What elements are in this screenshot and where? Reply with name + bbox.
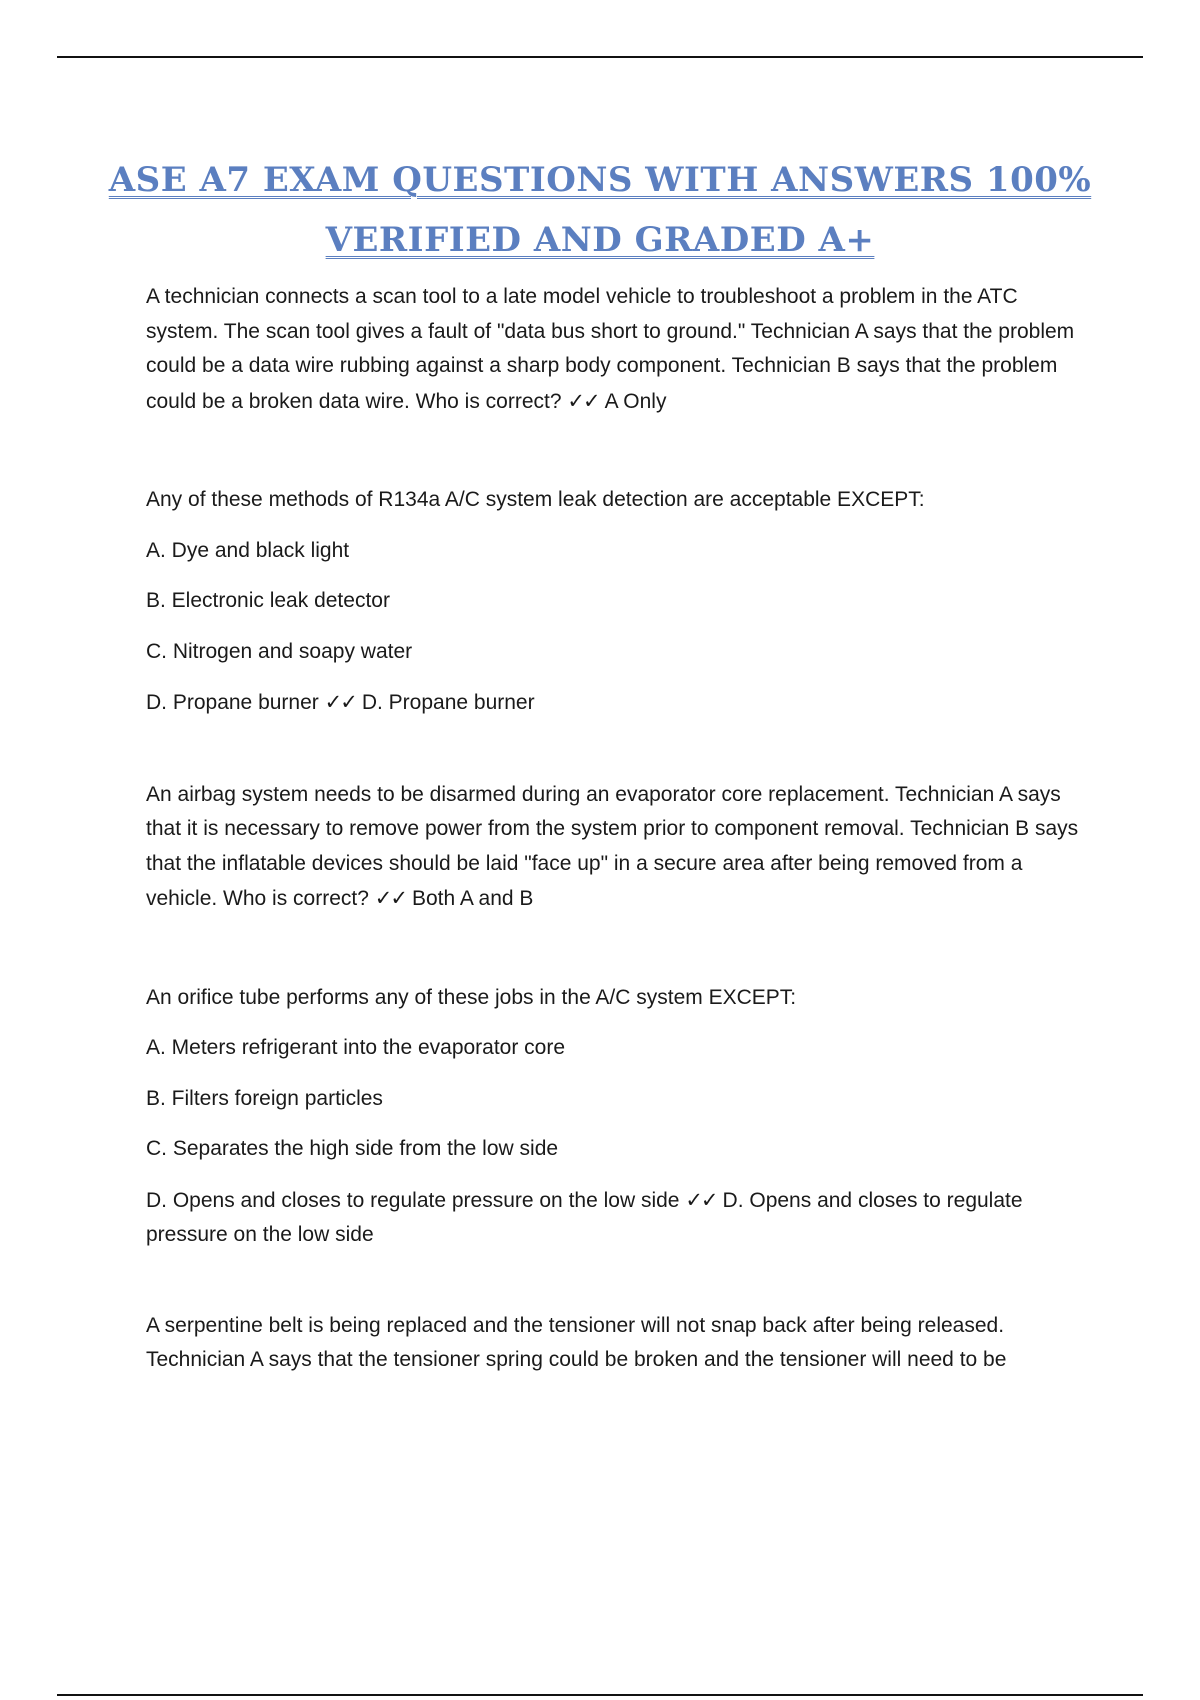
question-4-option-b: B. Filters foreign particles xyxy=(146,1086,383,1110)
question-2-option-a: A. Dye and black light xyxy=(146,538,350,562)
question-2-option-c: C. Nitrogen and soapy water xyxy=(146,639,413,663)
check-icon: ✓✓ xyxy=(324,690,356,714)
bottom-rule xyxy=(57,1694,1143,1696)
check-icon: ✓✓ xyxy=(685,1187,717,1212)
document-title xyxy=(0,150,1200,270)
question-2-answer: D. Propane burner xyxy=(361,691,535,714)
question-3 xyxy=(146,778,1086,917)
question-4-option-d-text: D. Opens and closes to regulate pressure on the low side xyxy=(146,1188,680,1212)
spacer xyxy=(146,917,1086,973)
question-4-answer: D. Opens and closes to regulate pressure on the low side xyxy=(146,1188,1023,1246)
question-3-answer: Both A and B xyxy=(411,887,534,910)
question-4-option-a: A. Meters refrigerant into the evaporator core xyxy=(146,1036,566,1059)
spacer xyxy=(146,419,1086,475)
top-rule xyxy=(57,56,1143,58)
check-icon: ✓✓ xyxy=(567,388,599,413)
question-3-text: An airbag system needs to be disarmed during an evaporator core replacement. Technician A says that it is necessary to remove power from the system prior to component removal. Technician B says that the inflatable devices should be laid "face up" in a secure area after being removed from a vehicle. Who is correct? xyxy=(146,782,1079,910)
question-1 xyxy=(146,280,1086,419)
question-4-option-d xyxy=(146,1183,1086,1253)
question-2-option-d xyxy=(146,677,1086,729)
question-4-option-c: C. Separates the high side from the low side xyxy=(146,1137,559,1160)
title-line-1: ASE A7 EXAM QUESTIONS WITH ANSWERS 100% xyxy=(108,160,1092,200)
question-1-text: A technician connects a scan tool to a late model vehicle to troubleshoot a problem in the ATC system. The scan tool gives a fault of "data bus short to ground." Technician A says that the problem could be a data wire rubbing against a sharp body component. Technician B says that the problem could be a broken data wire. Who is correct? xyxy=(146,285,1075,413)
spacer xyxy=(146,729,1086,778)
spacer xyxy=(146,1253,1086,1309)
document-body xyxy=(146,280,1086,1378)
question-2-option-d-text: D. Propane burner xyxy=(146,691,319,714)
check-icon: ✓✓ xyxy=(374,886,406,910)
question-2-option-b: B. Electronic leak detector xyxy=(146,589,390,612)
question-5-text: A serpentine belt is being replaced and the tensioner will not snap back after being released. Technician A says that the tensioner spring could be broken and the tensioner will need to be xyxy=(146,1313,1007,1371)
question-1-answer: A Only xyxy=(604,389,667,413)
question-4-text: An orifice tube performs any of these jobs in the A/C system EXCEPT: xyxy=(146,985,797,1009)
question-2-text: Any of these methods of R134a A/C system leak detection are acceptable EXCEPT: xyxy=(146,488,925,511)
title-line-2: VERIFIED AND GRADED A+ xyxy=(325,220,875,260)
